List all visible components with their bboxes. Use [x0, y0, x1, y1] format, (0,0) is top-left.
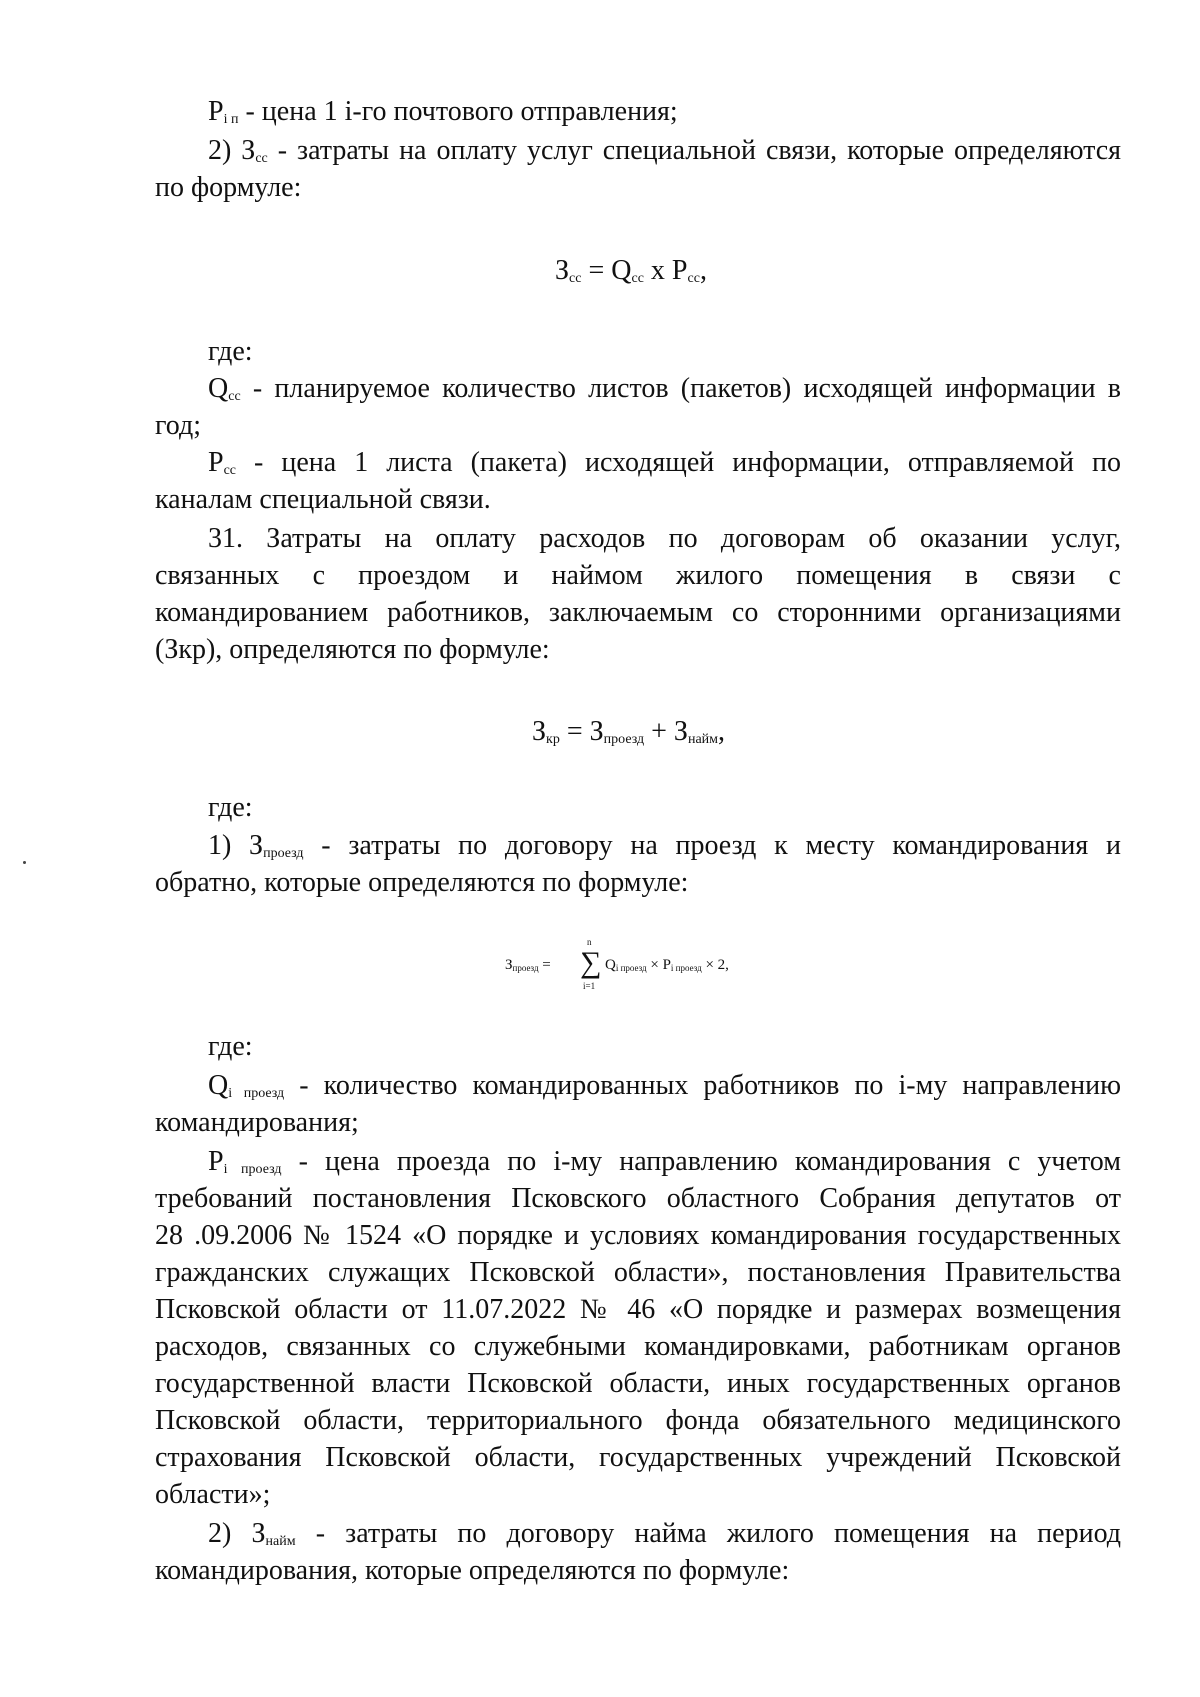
line-year: год;	[155, 410, 202, 441]
sum-rhs: $Q_{i проезд} \times P_{i проезд} \times 2$,	[605, 957, 729, 973]
line-requirements: требований постановления Псковского областного Собрания депутатов от	[155, 1183, 1121, 1214]
line-znaim: 2) $З_{найм}$ - затраты по договору найма жилого помещения на период	[208, 1518, 1122, 1549]
line-qi-proezd: $Q_{i проезд}$ - количество командированных работников по i-му направлению	[208, 1070, 1121, 1101]
line-resolution-1524: 28 .09.2006 № 1524 «О порядке и условиях командирования государственных	[155, 1220, 1121, 1251]
line-zproezd: 1) $З_{проезд}$ - затраты по договору на проезд к месту командирования и	[208, 830, 1121, 861]
line-oblasti: области»;	[155, 1479, 271, 1510]
line-last-formula: командирования, которые определяются по формуле:	[155, 1555, 790, 1586]
line-back-formula: обратно, которые определяются по формуле:	[155, 867, 689, 898]
line-civil-servants: гражданских служащих Псковской области», постановления Правительства	[155, 1257, 1121, 1288]
formula-zcc: $З_{сс} = Q_{сс}$ х $Р_{сс}$,	[555, 255, 707, 286]
line-pi-proezd: $P_{i проезд}$ - цена проезда по i-му направлению командирования с учетом	[208, 1146, 1121, 1177]
line-special-comm: 2) $З_{сс}$ - затраты на оплату услуг специальной связи, которые определяются	[208, 135, 1122, 166]
where-label-2: где:	[208, 792, 253, 823]
paragraph-31-line-1: 31. Затраты на оплату расходов по договорам об оказании услуг,	[208, 523, 1121, 554]
line-state-authority: государственной власти Псковской области, иных государственных органов	[155, 1368, 1121, 1399]
sum-lower-limit: i=1	[583, 981, 596, 991]
line-resolution-46: Псковской области от 11.07.2022 № 46 «О порядке и размерах возмещения	[155, 1294, 1121, 1325]
line-komandirovaniya: командирования;	[155, 1107, 359, 1138]
sum-lhs: $З_{проезд}$ =	[505, 957, 551, 973]
paragraph-31-line-4: (Зкр), определяются по формуле:	[155, 634, 550, 665]
line-pcc: $Р_{сс}$ - цена 1 листа (пакета) исходящей информации, отправляемой по	[208, 447, 1121, 478]
line-price-postal: $P_{i п}$ - цена 1 i-го почтового отправления;	[208, 96, 678, 127]
line-qcc: $Q_{сс}$ - планируемое количество листов (пакетов) исходящей информации в	[208, 373, 1121, 404]
where-label-3: где:	[208, 1031, 253, 1062]
line-expenses: расходов, связанных со служебными командировками, работникам органов	[155, 1331, 1121, 1362]
sigma-symbol: ∑	[580, 946, 602, 979]
paragraph-31-line-3: командированием работников, заключаемым со сторонними организациями	[155, 597, 1121, 628]
formula-zkr: $З_{кр} = З_{проезд} + З_{найм}$,	[532, 716, 726, 747]
formula-zproezd-sum	[505, 935, 765, 995]
paragraph-31-line-2: связанных с проездом и наймом жилого помещения в связи с	[155, 560, 1121, 591]
where-label-1: где:	[208, 336, 253, 367]
line-territorial-fund: Псковской области, территориального фонда обязательного медицинского	[155, 1405, 1121, 1436]
sum-upper-limit: n	[587, 937, 592, 947]
line-channels: каналам специальной связи.	[155, 484, 491, 515]
line-insurance: страхования Псковской области, государственных учреждений Псковской	[155, 1442, 1121, 1473]
line-by-formula: по формуле:	[155, 172, 302, 203]
scan-speck	[23, 861, 26, 864]
